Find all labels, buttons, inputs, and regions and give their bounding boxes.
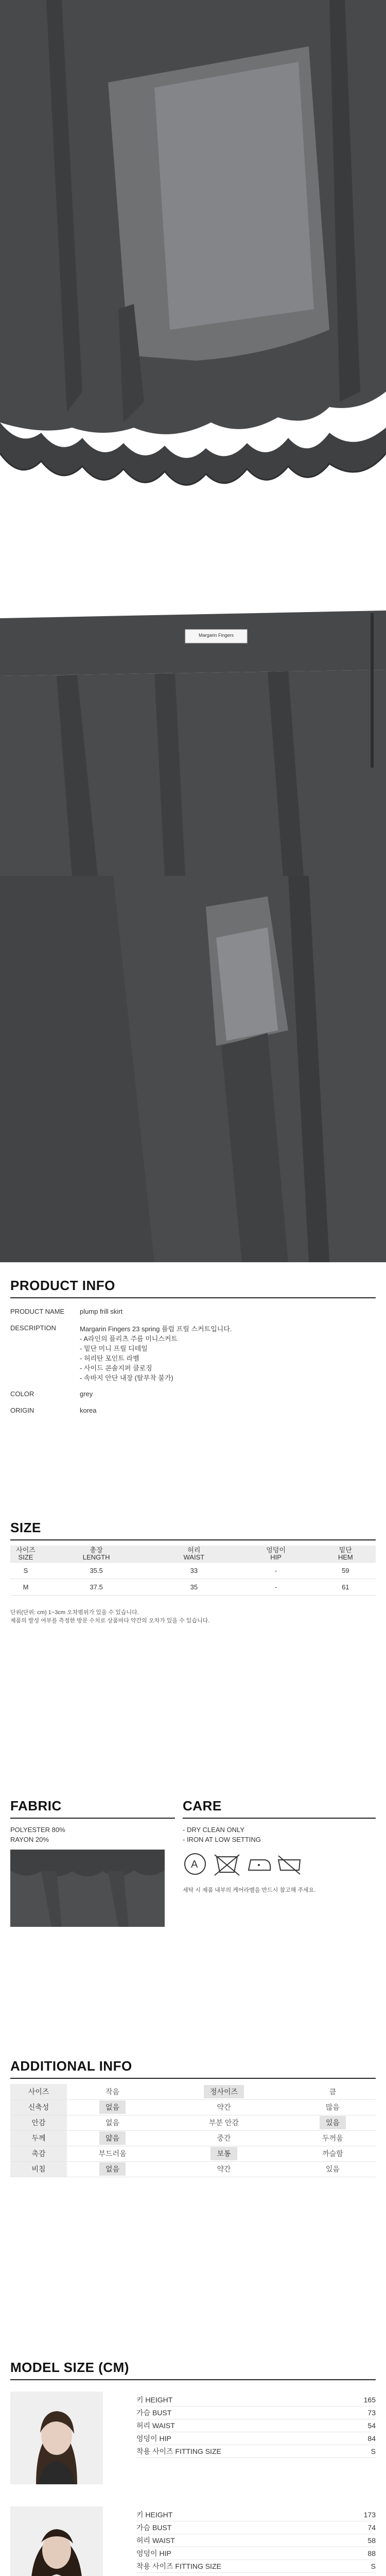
measurement-value: 74 [367,2523,376,2532]
description-line: - 허리탄 포인트 라벨 [80,1354,139,1362]
care-item: - DRY CLEAN ONLY [183,1826,244,1834]
measurement-label: 착용 사이즈 FITTING SIZE [136,2447,221,2455]
selected-option-chip: 없음 [99,2100,126,2114]
product-info-title: PRODUCT INFO [10,1278,115,1293]
option-text: 작음 [106,2087,120,2096]
attribute-option [158,2084,290,2099]
attribute-label: 비침 [10,2161,67,2177]
care-icons [183,1850,306,1880]
list-item [136,2521,376,2534]
measurement-label: 키 HEIGHT [136,2511,173,2519]
measurement-label: 엉덩이 HIP [136,2549,171,2557]
table-row [10,2161,376,2177]
measurement-value: 165 [363,2396,376,2404]
measurement-label: 가슴 BUST [136,2409,172,2417]
attribute-option [290,2146,376,2161]
model-size-title: MODEL SIZE (CM) [10,2360,129,2375]
selected-option-chip: 없음 [99,2162,126,2176]
size-header: 허리 WAIST [151,1546,236,1562]
product-photo-side-detail [0,876,386,1262]
description-label: DESCRIPTION [10,1324,56,1332]
attribute-label: 신축성 [10,2099,67,2115]
measurement-value: 58 [367,2536,376,2545]
attribute-option [158,2099,290,2115]
table-row [10,2130,376,2146]
attribute-label: 사이즈 [10,2084,67,2099]
model-size-section [0,2360,386,2576]
size-note: 단위(단위: cm) 1~3cm 오차범위가 있을 수 있습니다. [10,1609,139,1616]
divider [10,1297,376,1298]
attribute-label: 촉감 [10,2146,67,2161]
fabric-care-section [0,1798,386,1932]
size-cell: 35 [151,1579,236,1595]
product-photo-hem-lining [0,0,386,515]
size-header: 엉덩이 HIP [237,1546,315,1562]
list-item [136,2419,376,2432]
divider [10,2379,376,2380]
divider [10,2078,376,2079]
attribute-option [158,2161,290,2177]
table-row [10,2084,376,2099]
attribute-option [67,2161,158,2177]
color-label: COLOR [10,1390,34,1398]
attribute-option [290,2161,376,2177]
product-info-section [0,1278,386,1432]
size-title: SIZE [10,1520,41,1535]
model-1-photo [10,2392,103,2484]
table-row [10,1579,376,1595]
measurement-value: 54 [367,2421,376,2430]
list-item [136,2432,376,2445]
measurement-label: 허리 WAIST [136,2421,175,2430]
care-item: - IRON AT LOW SETTING [183,1836,261,1843]
size-cell: 37.5 [41,1579,151,1595]
size-header: 사이즈 SIZE [10,1546,41,1562]
model-2-measurements [136,2509,376,2573]
description-line: - 사이드 콘솔지퍼 클로징 [80,1364,152,1372]
fabric-item: POLYESTER 80% [10,1826,65,1834]
size-header: 밑단 HEM [315,1546,376,1562]
care-list [183,1825,261,1844]
option-text: 중간 [217,2134,231,2142]
table-row [10,2146,376,2161]
brand-label-text: Margarin Fingers [198,633,234,638]
table-row [10,1562,376,1579]
attribute-option [290,2099,376,2115]
size-cell: 59 [315,1562,376,1579]
table-row [10,2115,376,2130]
attribute-option [290,2130,376,2146]
divider [183,1818,376,1819]
measurement-label: 착용 사이즈 FITTING SIZE [136,2562,221,2570]
measurement-value: S [371,2562,376,2570]
model-1-measurements [136,2394,376,2458]
list-item [136,2445,376,2458]
svg-text:A: A [191,1859,198,1870]
option-text: 많음 [325,2103,340,2111]
measurement-value: 173 [363,2511,376,2519]
size-table [10,1546,376,1596]
divider [10,1818,175,1819]
selected-option-chip: 얇음 [99,2131,126,2145]
care-title: CARE [183,1798,222,1814]
product-photo-waist-label [0,515,386,876]
size-cell: 61 [315,1579,376,1595]
measurement-label: 엉덩이 HIP [136,2434,171,2443]
selected-option-chip: 보통 [210,2147,237,2160]
color-value: grey [80,1390,93,1398]
attribute-label: 안감 [10,2115,67,2130]
size-header: 총장 LENGTH [41,1546,151,1562]
attribute-option [67,2146,158,2161]
size-notes [10,1608,209,1625]
fabric-list [10,1825,65,1844]
size-note: 제품의 발성 여부를 측정한 방문 수치로 상품마다 약간의 오차가 있을 수 있습니다. [10,1618,210,1624]
description-line: - A라인의 플리츠 주름 미니스커트 [80,1335,178,1343]
list-item [136,2509,376,2521]
model-2-photo [10,2506,103,2576]
measurement-value: 88 [367,2549,376,2557]
option-text: 두꺼움 [322,2134,343,2142]
size-cell: 35.5 [41,1562,151,1579]
table-row [10,2099,376,2115]
attribute-label: 두께 [10,2130,67,2146]
fabric-item: RAYON 20% [10,1836,49,1843]
option-text: 부분 안감 [208,2119,239,2127]
list-item [136,2547,376,2560]
additional-info-table [10,2084,376,2177]
list-item [136,2534,376,2547]
fabric-swatch [10,1850,165,1927]
additional-info-title: ADDITIONAL INFO [10,2058,132,2074]
option-text: 부드러움 [98,2149,127,2158]
measurement-label: 허리 WAIST [136,2536,175,2545]
description-value [80,1324,232,1383]
measurement-label: 가슴 BUST [136,2523,172,2532]
attribute-option [290,2084,376,2099]
attribute-option [67,2115,158,2130]
size-section [0,1520,386,1654]
origin-label: ORIGIN [10,1406,34,1414]
measurement-value: 73 [367,2409,376,2417]
attribute-option [67,2130,158,2146]
option-text: 있음 [325,2165,340,2173]
care-note: 세탁 시 제품 내부의 케어라벨을 반드시 참고해 주세요. [183,1887,316,1893]
measurement-value: 84 [367,2434,376,2443]
attribute-option [158,2115,290,2130]
option-text: 약간 [217,2165,231,2173]
attribute-option [67,2084,158,2099]
option-text: 큼 [329,2087,337,2096]
attribute-option [290,2115,376,2130]
list-item [136,2560,376,2573]
fabric-title: FABRIC [10,1798,62,1814]
divider [10,1539,376,1540]
measurement-value: S [371,2447,376,2455]
product-name-label: PRODUCT NAME [10,1308,65,1315]
size-cell: - [237,1562,315,1579]
attribute-option [158,2130,290,2146]
selected-option-chip: 있음 [320,2116,346,2129]
option-text: 약간 [217,2103,231,2111]
selected-option-chip: 정사이즈 [204,2085,244,2098]
measurement-label: 키 HEIGHT [136,2396,173,2404]
description-line: - 속바지 안단 내장 (탈부착 불가) [80,1374,173,1382]
option-text: 없음 [106,2119,120,2127]
list-item [136,2394,376,2406]
product-name-value: plump frill skirt [80,1308,123,1315]
option-text: 까슬함 [322,2149,343,2158]
description-line: Margarin Fingers 23 spring 플럼 프릴 스커트입니다. [80,1325,232,1333]
size-cell: M [10,1579,41,1595]
attribute-option [67,2099,158,2115]
additional-info-section [0,2058,386,2213]
size-cell: - [237,1579,315,1595]
description-line: - 밑단 미니 프릴 디테일 [80,1345,148,1352]
size-cell: 33 [151,1562,236,1579]
origin-value: korea [80,1406,97,1414]
size-cell: S [10,1562,41,1579]
size-header-row [10,1546,376,1562]
attribute-option [158,2146,290,2161]
list-item [136,2406,376,2419]
